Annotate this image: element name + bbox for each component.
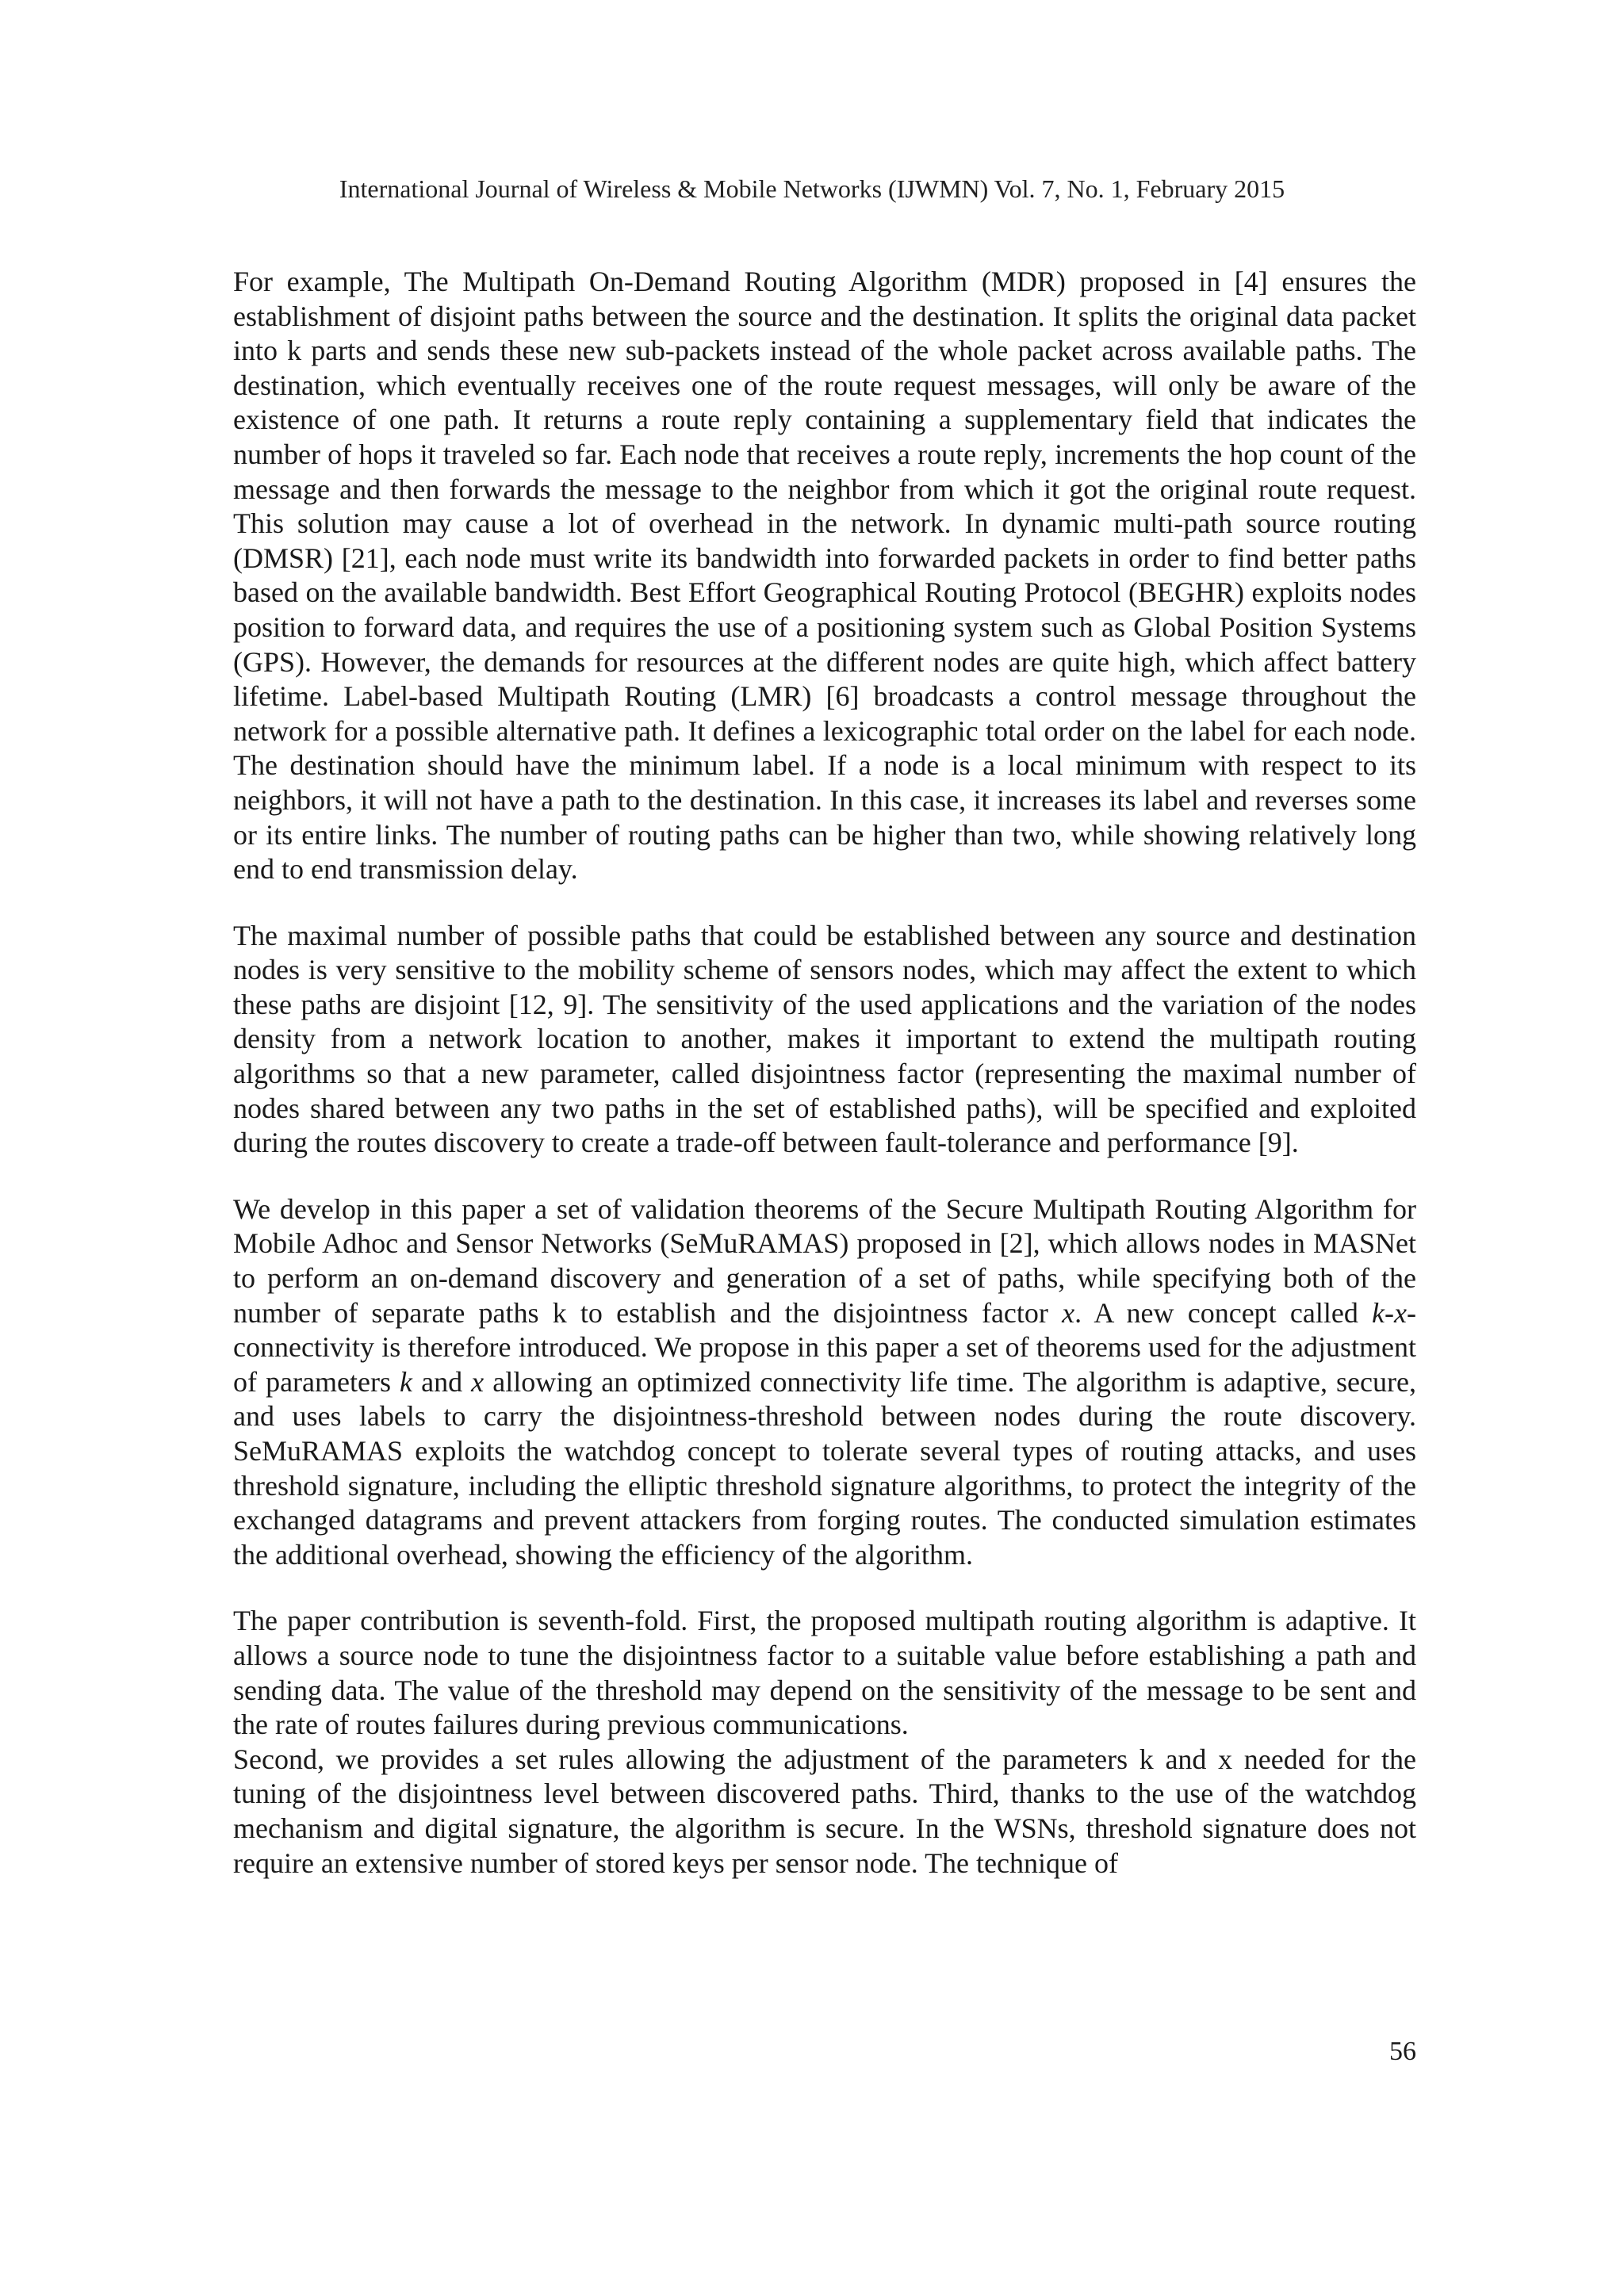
text-segment: . A new concept called xyxy=(1074,1296,1373,1329)
italic-x: x xyxy=(471,1365,485,1398)
page-number: 56 xyxy=(1389,2037,1416,2066)
text-segment: and xyxy=(412,1365,472,1398)
paragraph-semuramas xyxy=(233,1192,1416,1573)
paragraph-related-work: For example, The Multipath On-Demand Routing Algorithm (MDR) proposed in [4] ensures the establishment of disjoint paths between the source and the destination. It splits the original data packet into k parts and sends these new sub-packets instead of the whole packet across available paths. The destination, which eventually receives one of the route request messages, will only be aware of the existence of one path. It returns a route reply containing a supplementary field that indicates the number of hops it traveled so far. Each node that receives a route reply, increments the hop count of the message and then forwards the message to the neighbor from which it got the original route request. This solution may cause a lot of overhead in the network. In dynamic multi-path source routing (DMSR) [21], each node must write its bandwidth into forwarded packets in order to find better paths based on the available bandwidth. Best Effort Geographical Routing Protocol (BEGHR) exploits nodes position to forward data, and requires the use of a positioning system such as Global Position Systems (GPS). However, the demands for resources at the different nodes are quite high, which affect battery lifetime. Label-based Multipath Routing (LMR) [6] broadcasts a control message throughout the network for a possible alternative path. It defines a lexicographic total order on the label for each node. The destination should have the minimum label. If a node is a local minimum with respect to its neighbors, it will not have a path to the destination. In this case, it increases its label and reverses some or its entire links. The number of routing paths can be higher than two, while showing relatively long end to end transmission delay. xyxy=(233,266,1416,886)
text-segment: We develop in this paper a set of validation theorems of the Secure Multipath Routing Algorithm for Mobile Adhoc and Sensor Networks (SeMuRAMAS) proposed in [2], which allows nodes in MASNet to perform an on-demand discovery and generation of a set of paths, while specifying both of the number of separate paths k to establish and the disjointness factor xyxy=(233,1192,1416,1329)
paragraph-contribution-continued: Second, we provides a set rules allowing the adjustment of the parameters k and x needed for the tuning of the disjointness level between discovered paths. Third, thanks to the use of the watchdog mechanism and digital signature, the algorithm is secure. In the WSNs, threshold signature does not require an extensive number of stored keys per sensor node. The technique of xyxy=(233,1743,1416,1879)
italic-x: x xyxy=(1062,1296,1075,1329)
main-text xyxy=(233,265,1416,1881)
paragraph-disjointness: The maximal number of possible paths that could be established between any source and destination nodes is very sensitive to the mobility scheme of sensors nodes, which may affect the extent to which these paths are disjoint [12, 9]. The sensitivity of the used applications and the variation of the nodes density from a network location to another, makes it important to extend the multipath routing algorithms so that a new parameter, called disjointness factor (representing the maximal number of nodes shared between any two paths in the set of established paths), will be specified and exploited during the routes discovery to create a trade-off between fault-tolerance and performance [9]. xyxy=(233,919,1416,1159)
paragraph-contribution: The paper contribution is seventh-fold. First, the proposed multipath routing algorithm is adaptive. It allows a source node to tune the disjointness factor to a suitable value before establishing a path and sending data. The value of the threshold may depend on the sensitivity of the message to be sent and the rate of routes failures during previous communications. xyxy=(233,1605,1416,1741)
text-segment: -connectivity is therefore introduced. We propose in this paper a set of theorems used for the adjustment of parameters xyxy=(233,1296,1416,1398)
text-segment: allowing an optimized connectivity life time. The algorithm is adaptive, secure, and uses labels to carry the disjointness-threshold between nodes during the route discovery. SeMuRAMAS exploits the watchdog concept to tolerate several types of routing attacks, and uses threshold signature, including the elliptic threshold signature algorithms, to protect the integrity of the exchanged datagrams and prevent attackers from forging routes. The conducted simulation estimates the additional overhead, showing the efficiency of the algorithm. xyxy=(233,1365,1416,1571)
running-head: International Journal of Wireless & Mobile Networks (IJWMN) Vol. 7, No. 1, February 2015 xyxy=(339,174,1285,203)
italic-k: k xyxy=(400,1365,413,1398)
italic-k-x: k-x xyxy=(1372,1296,1407,1329)
